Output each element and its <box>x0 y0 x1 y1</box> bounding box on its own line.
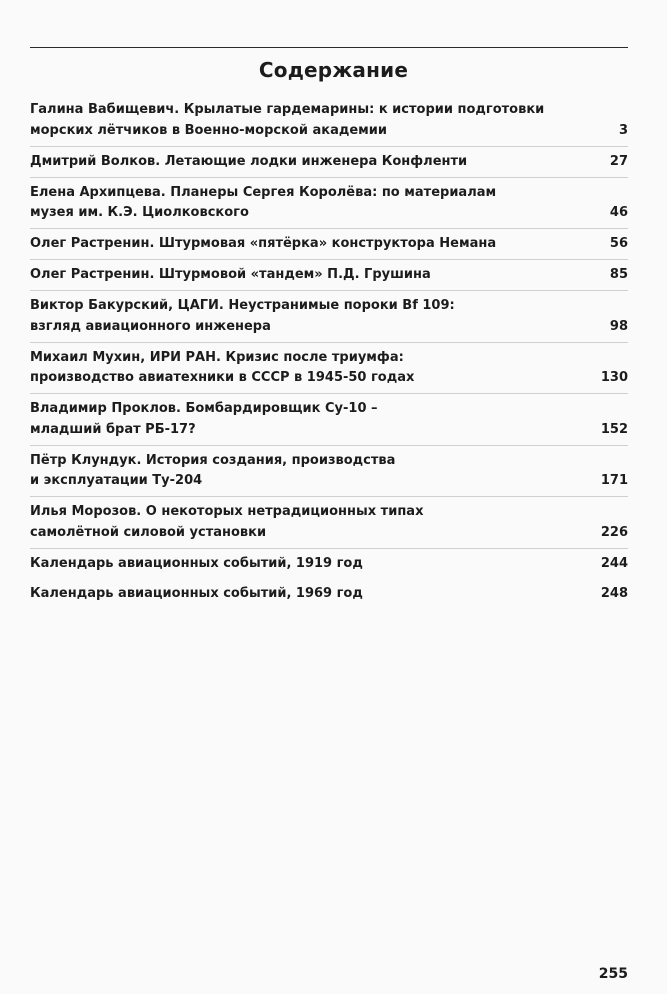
toc-entry <box>30 152 628 173</box>
toc-entry-title-line: Михаил Мухин, ИРИ РАН. Кризис после триумфа: <box>30 349 404 365</box>
toc-entry-title-line: Виктор Бакурский, ЦАГИ. Неустранимые пороки Bf 109: <box>30 298 455 313</box>
toc-entry-title-line: Елена Архипцева. Планеры Сергея Королёва: по материалам <box>30 184 497 200</box>
toc-entry-page-number: 3 <box>618 122 628 138</box>
toc-entry <box>30 265 628 286</box>
top-rule <box>30 47 628 48</box>
page-number: 255 <box>598 966 628 982</box>
toc-entry-page-number: 56 <box>609 236 628 251</box>
toc-entry-page-number: 27 <box>609 153 628 169</box>
toc-entry <box>30 296 628 337</box>
toc-entry-page-number: 46 <box>609 205 628 220</box>
toc-entry <box>30 348 628 389</box>
toc-entry-title-line: младший брат РБ-17? <box>30 421 196 437</box>
toc-entry <box>30 554 628 575</box>
toc-entry-title-line: музея им. К.Э. Циолковского <box>30 205 249 220</box>
toc-entry-title-line: и эксплуатации Ту-204 <box>30 473 203 488</box>
entry-separator <box>30 177 628 178</box>
toc-entry-title-line: производство авиатехники в СССР в 1945-50 годах <box>30 370 415 385</box>
toc-entry-title-line: Владимир Проклов. Бомбардировщик Су-10 – <box>30 401 378 416</box>
page-title: Содержание <box>258 58 409 82</box>
toc-entry-page-number: 226 <box>600 524 628 540</box>
entry-separator <box>30 290 628 291</box>
toc-entry <box>30 100 628 141</box>
toc-entry <box>30 234 628 255</box>
toc-entry-title-line: Олег Растренин. Штурмовой «тандем» П.Д. Грушина <box>30 267 431 282</box>
entry-separator <box>30 146 628 147</box>
entry-separator <box>30 496 628 497</box>
entry-separator <box>30 393 628 394</box>
toc-entry-title-line: Дмитрий Волков. Летающие лодки инженера Конфленти <box>30 153 468 169</box>
entry-separator <box>30 259 628 260</box>
entry-gap <box>30 574 628 584</box>
entry-separator <box>30 342 628 343</box>
toc-entry <box>30 183 628 224</box>
toc-entry-title-line: Галина Вабищевич. Крылатые гардемарины: к истории подготовки <box>30 102 545 117</box>
table-of-contents <box>30 100 628 605</box>
toc-entry-page-number: 248 <box>600 586 628 601</box>
toc-entry-page-number: 152 <box>600 421 628 437</box>
entry-separator <box>30 445 628 446</box>
toc-entry <box>30 451 628 492</box>
toc-entry-page-number: 171 <box>600 473 628 488</box>
toc-entry <box>30 399 628 440</box>
toc-entry <box>30 584 628 605</box>
toc-entry <box>30 502 628 543</box>
toc-entry-title-line: Календарь авиационных событий, 1919 год <box>30 555 363 571</box>
toc-entry-page-number: 85 <box>609 267 628 282</box>
toc-entry-title-line: морских лётчиков в Военно-морской академии <box>30 122 388 138</box>
toc-entry-title-line: Олег Растренин. Штурмовая «пятёрка» конструктора Немана <box>30 236 497 251</box>
toc-entry-page-number: 98 <box>609 318 628 334</box>
toc-entry-page-number: 130 <box>600 370 628 385</box>
toc-entry-title-line: Пётр Клундук. История создания, производства <box>30 452 396 468</box>
toc-entry-title-line: Илья Морозов. О некоторых нетрадиционных типах <box>30 504 424 519</box>
toc-entry-page-number: 244 <box>600 555 628 571</box>
toc-entry-title-line: самолётной силовой установки <box>30 524 267 540</box>
toc-entry-title-line: Календарь авиационных событий, 1969 год <box>30 586 363 601</box>
entry-separator <box>30 548 628 549</box>
toc-entry-title-line: взгляд авиационного инженера <box>30 318 271 334</box>
entry-separator <box>30 228 628 229</box>
